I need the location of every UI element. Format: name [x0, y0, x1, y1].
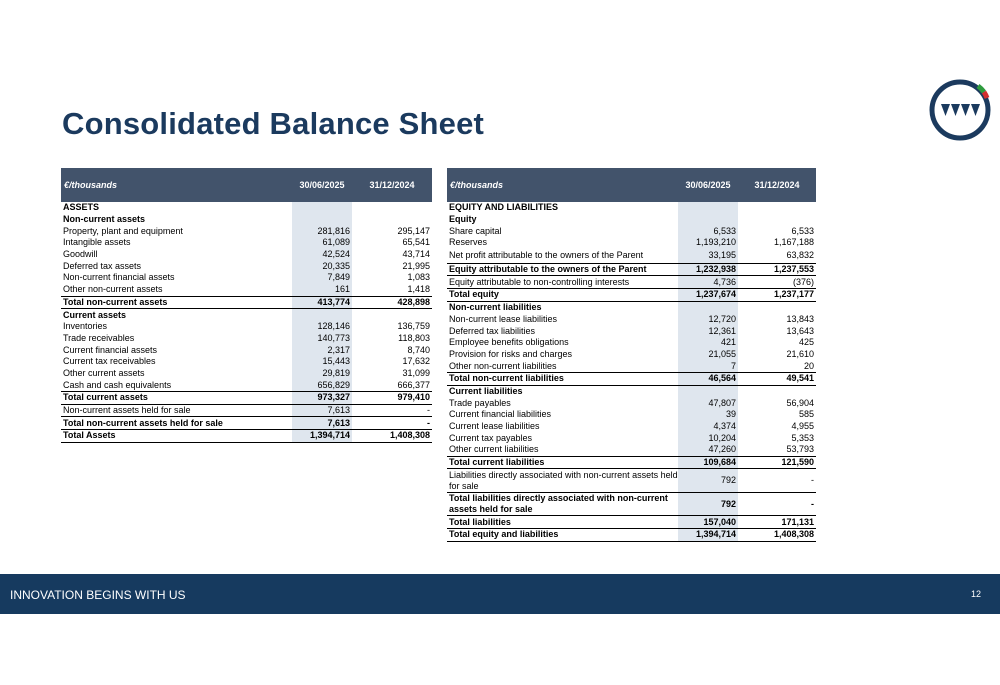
row-label: Non-current assets held for sale	[63, 405, 191, 416]
row-label: Trade receivables	[63, 332, 135, 343]
row-value-current: 1,394,714	[678, 529, 738, 542]
row-value-current: 157,040	[678, 516, 738, 529]
row-label: Total non-current assets held for sale	[61, 417, 292, 430]
row-label: Current assets	[63, 309, 127, 320]
table-row	[61, 309, 432, 321]
table-row	[61, 225, 432, 237]
row-value-prior: 21,995	[402, 260, 430, 271]
header-unit: €/thousands	[61, 168, 292, 202]
row-label: Cash and cash equivalents	[63, 379, 172, 390]
row-value-prior: 585	[798, 409, 814, 420]
header-unit: €/thousands	[447, 168, 678, 202]
row-value-current: 1,232,938	[678, 263, 738, 276]
table-row	[447, 237, 816, 249]
row-value-current: 421	[678, 337, 738, 349]
row-value-prior	[738, 301, 816, 313]
row-value-prior	[738, 202, 816, 214]
table-row	[447, 492, 816, 516]
table-row	[447, 314, 816, 326]
table-row	[447, 289, 816, 302]
table-row	[61, 202, 432, 214]
row-value-current: 792	[678, 469, 738, 493]
row-value-prior: 1,408,308	[738, 529, 816, 542]
row-label: EQUITY AND LIABILITIES	[449, 202, 559, 213]
company-logo-icon	[928, 78, 992, 142]
row-label: Total current assets	[61, 392, 292, 405]
row-value-prior	[738, 214, 816, 226]
table-row	[447, 325, 816, 337]
row-value-current: 281,816	[292, 225, 352, 237]
row-value-current: 109,684	[678, 456, 738, 469]
row-value-current: 12,720	[678, 314, 738, 326]
table-row	[61, 214, 432, 226]
row-value-current: 7,849	[292, 272, 352, 284]
row-label: Deferred tax liabilities	[449, 325, 536, 336]
row-value-prior: 17,632	[402, 356, 430, 367]
table-header-row	[61, 168, 432, 202]
table-row	[447, 225, 816, 237]
row-value-current: 21,055	[678, 349, 738, 361]
row-value-prior: -	[427, 405, 430, 416]
table-row	[447, 349, 816, 361]
table-row	[61, 237, 432, 249]
table-row	[61, 392, 432, 405]
table-row	[447, 372, 816, 385]
equity-liabilities-table	[447, 168, 816, 542]
row-value-current	[292, 309, 352, 321]
row-value-current: 128,146	[292, 321, 352, 333]
row-label: Total equity and liabilities	[447, 529, 678, 542]
table-row	[447, 202, 816, 214]
assets-table	[61, 168, 432, 443]
table-row	[61, 249, 432, 261]
row-value-prior: 428,898	[352, 296, 432, 309]
row-value-prior	[352, 202, 432, 214]
table-row	[61, 284, 432, 296]
row-label: Inventories	[63, 321, 108, 332]
row-value-current: 140,773	[292, 333, 352, 345]
row-label: Provision for risks and charges	[449, 348, 573, 359]
row-label: Liabilities directly associated with non-current assets held for sale	[449, 469, 678, 491]
table-row	[61, 379, 432, 391]
page-number: 12	[970, 589, 981, 599]
row-value-prior: -	[811, 475, 814, 486]
row-label: Property, plant and equipment	[63, 225, 183, 236]
row-value-prior: (376)	[792, 276, 814, 287]
table-header-row	[447, 168, 816, 202]
row-value-current: 47,807	[678, 397, 738, 409]
row-value-prior: 53,793	[786, 444, 814, 455]
row-label: Trade payables	[449, 397, 511, 408]
row-label: Total liabilities directly associated with non-current assets held for sale	[447, 492, 678, 516]
table-row	[447, 385, 816, 397]
table-row	[447, 360, 816, 372]
row-value-prior: 8,740	[407, 344, 430, 355]
row-value-prior	[352, 309, 432, 321]
table-row	[61, 321, 432, 333]
row-value-current: 4,736	[678, 276, 738, 289]
row-label: Non-current lease liabilities	[449, 313, 558, 324]
row-value-prior: 1,167,188	[773, 237, 814, 248]
row-label: Intangible assets	[63, 237, 131, 248]
row-value-prior: 121,590	[738, 456, 816, 469]
row-value-prior: 1,237,177	[738, 289, 816, 302]
table-row	[447, 301, 816, 313]
table-row	[61, 430, 432, 443]
row-label: Total equity	[447, 289, 678, 302]
row-value-prior: 56,904	[786, 397, 814, 408]
row-value-prior	[352, 214, 432, 226]
row-label: Goodwill	[63, 249, 98, 260]
table-row	[447, 456, 816, 469]
row-label: Current tax receivables	[63, 356, 156, 367]
table-row	[447, 249, 816, 264]
footer-slogan: INNOVATION BEGINS WITH US	[10, 588, 186, 602]
row-value-prior: 1,418	[407, 284, 430, 295]
table-row	[447, 337, 816, 349]
row-value-current: 20,335	[292, 260, 352, 272]
row-label: Current tax payables	[449, 432, 533, 443]
row-value-current: 792	[678, 492, 738, 516]
row-value-prior: 1,237,553	[738, 263, 816, 276]
row-value-current	[678, 214, 738, 226]
header-date-prior: 31/12/2024	[738, 168, 816, 202]
row-value-prior: 43,714	[402, 249, 430, 260]
row-value-current: 4,374	[678, 421, 738, 433]
row-label: Equity attributable to the owners of the Parent	[447, 263, 678, 276]
row-value-prior: 65,541	[402, 237, 430, 248]
row-value-prior: 666,377	[397, 379, 430, 390]
table-row	[61, 272, 432, 284]
row-value-prior: 171,131	[738, 516, 816, 529]
table-row	[447, 397, 816, 409]
table-row	[447, 529, 816, 542]
row-value-current: 161	[292, 284, 352, 296]
row-value-prior: 136,759	[397, 321, 430, 332]
row-value-prior: -	[352, 417, 432, 430]
table-row	[447, 263, 816, 276]
row-value-current: 10,204	[678, 432, 738, 444]
row-value-current: 1,193,210	[678, 237, 738, 249]
row-value-current: 42,524	[292, 249, 352, 261]
row-value-prior: 6,533	[791, 225, 814, 236]
row-value-prior: 49,541	[738, 372, 816, 385]
table-row	[447, 469, 816, 493]
row-value-prior: 979,410	[352, 392, 432, 405]
row-label: Other current assets	[63, 367, 145, 378]
row-label: Equity attributable to non-controlling interests	[449, 276, 630, 287]
table-row	[61, 417, 432, 430]
table-row	[447, 432, 816, 444]
row-value-current: 7	[678, 360, 738, 372]
row-value-prior: 21,610	[786, 348, 814, 359]
table-row	[61, 260, 432, 272]
row-label: Net profit attributable to the owners of the Parent	[449, 250, 644, 261]
header-date-prior: 31/12/2024	[352, 168, 432, 202]
row-label: Other current liabilities	[449, 444, 539, 455]
table-row	[61, 296, 432, 309]
row-value-prior: 13,643	[786, 325, 814, 336]
table-row	[447, 421, 816, 433]
row-label: Share capital	[449, 225, 502, 236]
row-value-current: 39	[678, 409, 738, 421]
row-label: Other non-current liabilities	[449, 360, 557, 371]
table-row	[447, 214, 816, 226]
row-value-prior: 63,832	[786, 250, 814, 261]
row-label: Total liabilities	[447, 516, 678, 529]
row-value-current: 7,613	[292, 404, 352, 417]
row-value-prior: -	[738, 492, 816, 516]
row-label: Total Assets	[61, 430, 292, 443]
row-label: Current liabilities	[449, 385, 523, 396]
row-value-current: 1,394,714	[292, 430, 352, 443]
row-label: Reserves	[449, 237, 488, 248]
row-value-prior: 13,843	[786, 313, 814, 324]
row-value-current: 46,564	[678, 372, 738, 385]
page-title: Consolidated Balance Sheet	[62, 106, 485, 141]
row-value-current: 29,819	[292, 368, 352, 380]
row-value-current	[292, 214, 352, 226]
table-row	[61, 333, 432, 345]
row-value-prior: 20	[803, 360, 814, 371]
row-value-prior: 31,099	[402, 367, 430, 378]
row-value-prior: 4,955	[791, 421, 814, 432]
table-row	[447, 516, 816, 529]
row-value-current: 15,443	[292, 356, 352, 368]
row-label: Deferred tax assets	[63, 260, 142, 271]
row-value-current: 33,195	[678, 249, 738, 264]
row-value-current	[678, 202, 738, 214]
row-label: Equity	[449, 214, 477, 225]
row-value-prior: 425	[798, 337, 814, 348]
row-label: Total current liabilities	[447, 456, 678, 469]
row-label: Total non-current liabilities	[447, 372, 678, 385]
row-value-current: 2,317	[292, 344, 352, 356]
row-label: Other non-current assets	[63, 284, 163, 295]
row-value-prior: 1,083	[407, 272, 430, 283]
row-value-prior: 295,147	[397, 225, 430, 236]
row-value-prior	[738, 385, 816, 397]
table-row	[61, 344, 432, 356]
row-label: Non-current assets	[63, 214, 146, 225]
row-value-current: 47,260	[678, 444, 738, 456]
row-label: Employee benefits obligations	[449, 337, 569, 348]
header-date-current: 30/06/2025	[678, 168, 738, 202]
row-value-prior: 118,803	[398, 332, 430, 343]
row-value-current: 7,613	[292, 417, 352, 430]
row-value-current: 1,237,674	[678, 289, 738, 302]
table-row	[447, 444, 816, 456]
table-row	[61, 356, 432, 368]
row-label: ASSETS	[63, 202, 100, 213]
row-value-current	[678, 385, 738, 397]
row-value-current: 973,327	[292, 392, 352, 405]
table-row	[61, 368, 432, 380]
row-label: Non-current liabilities	[449, 302, 542, 313]
row-label: Total non-current assets	[61, 296, 292, 309]
table-row	[447, 409, 816, 421]
row-value-prior: 1,408,308	[352, 430, 432, 443]
row-value-current: 656,829	[292, 379, 352, 391]
row-value-current: 413,774	[292, 296, 352, 309]
header-date-current: 30/06/2025	[292, 168, 352, 202]
table-row	[447, 276, 816, 289]
row-value-current: 12,361	[678, 325, 738, 337]
row-label: Non-current financial assets	[63, 272, 175, 283]
row-value-current	[292, 202, 352, 214]
row-label: Current financial liabilities	[449, 409, 552, 420]
row-label: Current lease liabilities	[449, 421, 540, 432]
row-value-current: 61,089	[292, 237, 352, 249]
row-value-current	[678, 301, 738, 313]
table-row	[61, 404, 432, 417]
footer-bar	[0, 574, 1000, 614]
row-label: Current financial assets	[63, 344, 158, 355]
row-value-prior: 5,353	[791, 432, 814, 443]
row-value-current: 6,533	[678, 225, 738, 237]
